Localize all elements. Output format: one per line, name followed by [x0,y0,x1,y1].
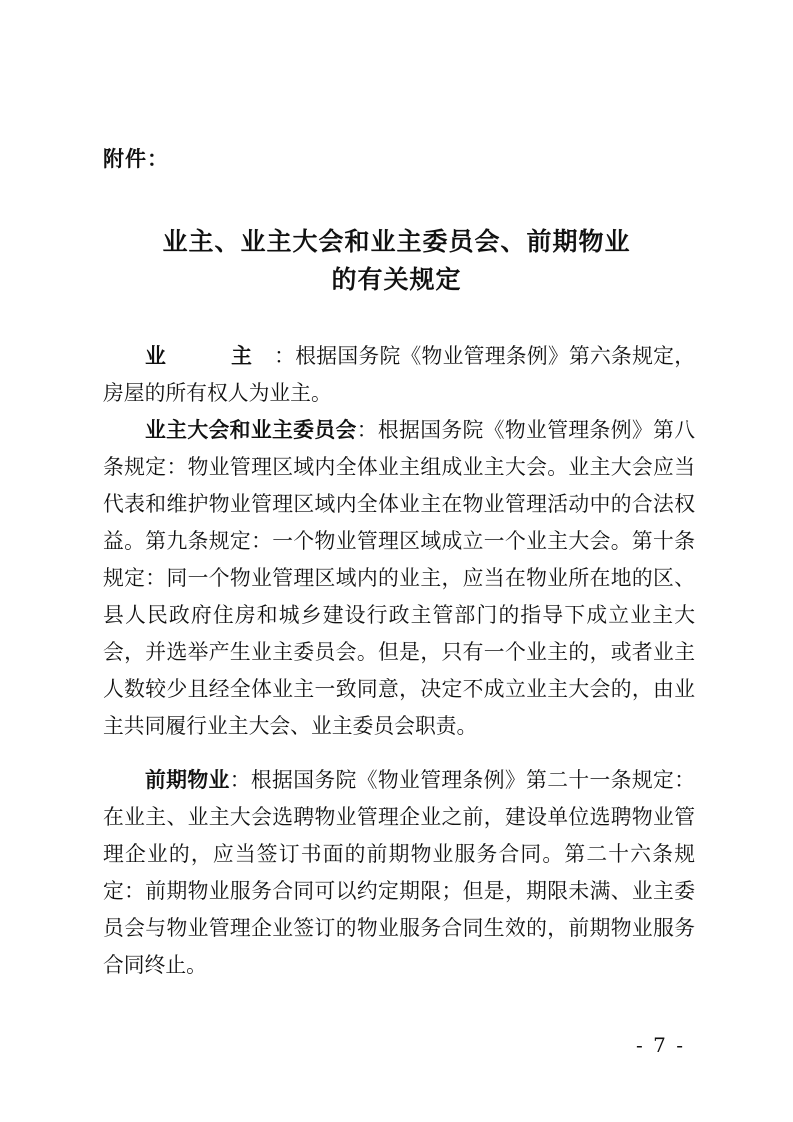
term-owners-assembly-committee: 业主大会和业主委员会 [145,418,357,442]
definition-preliminary-property [103,762,695,984]
definition-owner-text: ：根据国务院《物业管理条例》第六条规定，房屋的所有权人为业主。 [103,344,696,405]
definition-owners-assembly-committee [103,412,695,745]
page-number: - 7 - [636,1033,685,1057]
definition-owners-assembly-committee-text: ：根据国务院《物业管理条例》第八条规定：物业管理区域内全体业主组成业主大会。业主大会应当代表和维护物业管理区域内全体业主在物业管理活动中的合法权益。第九条规定：一个物业管理区域成立一个业主大会。第十条规定：同一个物业管理区域内的业主，应当在物业所在地的区、县人民政府住房和城乡建设行政主管部门的指导下成立业主大会，并选举产生业主委员会。但是，只有一个业主的，或者业主人数较少且经全体业主一致同意，决定不成立业主大会的，由业主共同履行业主大会、业主委员会职责。 [103,418,696,738]
document-title-line-2: 的有关规定 [331,265,462,294]
document-title-line-1: 业主、业主大会和业主委员会、前期物业 [162,227,631,256]
term-owner: 业 主 [145,344,275,368]
definition-preliminary-property-text: ：根据国务院《物业管理条例》第二十一条规定：在业主、业主大会选聘物业管理企业之前，建设单位选聘物业管理企业的，应当签订书面的前期物业服务合同。第二十六条规定：前期物业服务合同可以约定期限；但是，期限未满、业主委员会与物业管理企业签订的物业服务合同生效的，前期物业服务合同终止。 [103,768,696,977]
term-preliminary-property: 前期物业 [145,768,230,792]
definition-owner [103,338,695,412]
attachment-label: 附件： [103,147,169,171]
